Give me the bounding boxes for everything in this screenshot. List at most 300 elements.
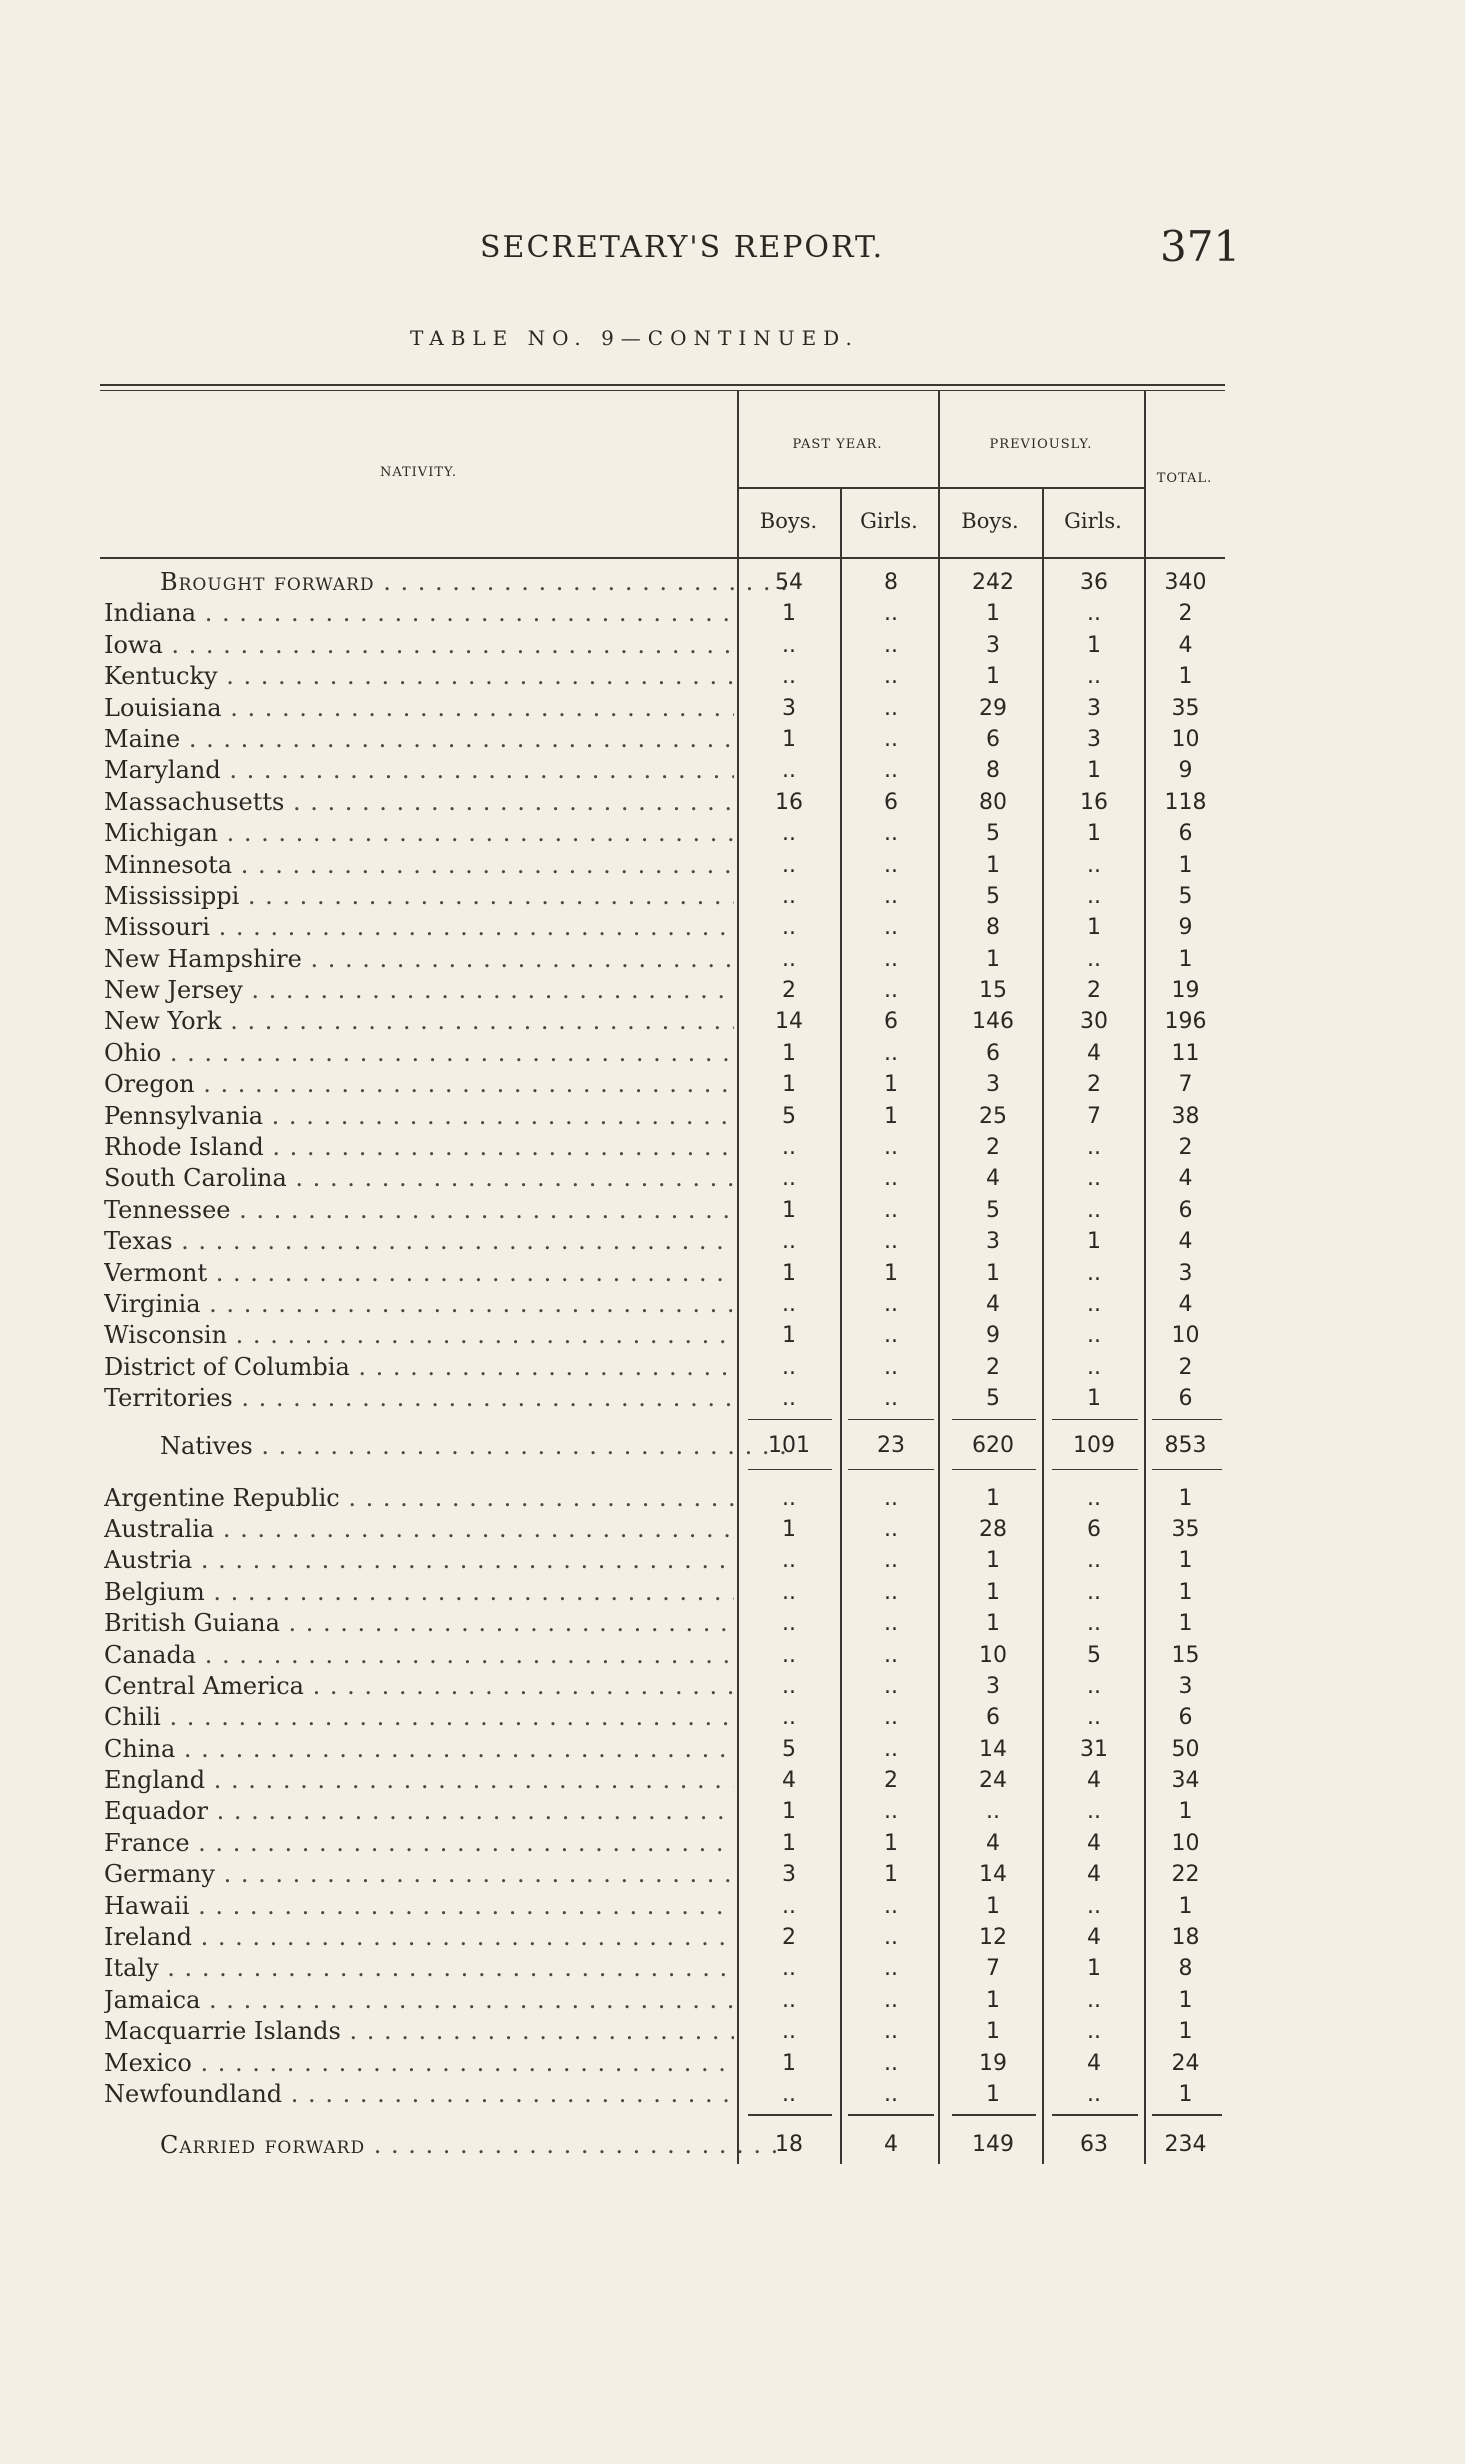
past-girls-cell: .. bbox=[884, 2081, 898, 2107]
natives-sum-rule bbox=[100, 1415, 1225, 1425]
previous-girls-cell: 1 bbox=[1087, 1386, 1101, 1412]
past-boys-cell: 1 bbox=[782, 1260, 796, 1286]
past-girls-cell: .. bbox=[884, 1705, 898, 1731]
foreign-row bbox=[100, 1640, 1225, 1671]
row-label: Natives . . . bbox=[160, 1427, 790, 1465]
row-label: Texas . . . bbox=[104, 1226, 734, 1257]
past-girls-cell: 1 bbox=[884, 1103, 898, 1129]
previous-girls-cell: 16 bbox=[1080, 789, 1108, 815]
total-cell: 6 bbox=[1178, 1705, 1193, 1731]
previous-girls-cell: .. bbox=[1087, 1548, 1101, 1574]
total-cell: 35 bbox=[1171, 1516, 1200, 1542]
previous-boys-cell: 1 bbox=[986, 664, 1000, 690]
previous-boys-cell: 6 bbox=[986, 1040, 1000, 1066]
row-label: Massachusetts . . . bbox=[104, 787, 734, 818]
past-boys-cell: .. bbox=[782, 946, 796, 972]
previous-boys-cell: 1 bbox=[986, 2019, 1000, 2045]
foreign-row bbox=[100, 1702, 1225, 1733]
previous-girls-cell: 109 bbox=[1073, 1432, 1115, 1458]
past-girls-cell: .. bbox=[884, 821, 898, 847]
past-girls-cell: 1 bbox=[884, 1862, 898, 1888]
page-number: 371 bbox=[1160, 222, 1241, 271]
past-boys-cell: 1 bbox=[782, 1040, 796, 1066]
foreign-row bbox=[100, 1796, 1225, 1827]
top-rule bbox=[100, 384, 1225, 386]
past-boys-cell: 2 bbox=[782, 1925, 796, 1951]
previous-girls-cell: .. bbox=[1087, 1135, 1101, 1161]
total-cell: 4 bbox=[1178, 1166, 1193, 1192]
past-boys-cell: .. bbox=[782, 1642, 796, 1668]
row-label: British Guiana . . . bbox=[104, 1608, 734, 1639]
previous-girls-cell: .. bbox=[1087, 1166, 1101, 1192]
past-girls-cell: 4 bbox=[884, 2132, 898, 2158]
past-boys-cell: .. bbox=[782, 1893, 796, 1919]
previous-girls-cell: 3 bbox=[1087, 726, 1101, 752]
row-label: Argentine Republic . . . bbox=[104, 1483, 734, 1514]
total-cell: 1 bbox=[1178, 1987, 1193, 2013]
previous-boys-cell: 242 bbox=[972, 570, 1014, 595]
total-cell: 1 bbox=[1178, 2019, 1193, 2045]
past-boys-cell: .. bbox=[782, 664, 796, 690]
foreign-row bbox=[100, 2016, 1225, 2047]
row-label: New York . . . bbox=[104, 1006, 734, 1037]
previous-boys-cell: 1 bbox=[986, 1485, 1000, 1511]
past-girls-cell: .. bbox=[884, 1354, 898, 1380]
past-girls-cell: 6 bbox=[884, 789, 898, 815]
past-boys-cell: 1 bbox=[782, 1799, 796, 1825]
previous-boys-cell: 1 bbox=[986, 1611, 1000, 1637]
previous-girls-cell: 2 bbox=[1087, 978, 1101, 1004]
state-row bbox=[100, 881, 1225, 912]
past-boys-cell: .. bbox=[782, 852, 796, 878]
natives-close-rule bbox=[100, 1465, 1225, 1475]
previous-girls-cell: 4 bbox=[1087, 2050, 1101, 2076]
foreign-row bbox=[100, 1891, 1225, 1922]
past-girls-cell: .. bbox=[884, 1925, 898, 1951]
past-boys-cell: .. bbox=[782, 758, 796, 784]
foreign-row bbox=[100, 1765, 1225, 1796]
past-boys-cell: 101 bbox=[768, 1432, 810, 1458]
total-cell: 22 bbox=[1171, 1862, 1200, 1888]
header-past-boys: Boys. bbox=[759, 509, 818, 533]
state-row bbox=[100, 693, 1225, 724]
previous-girls-cell: 3 bbox=[1087, 695, 1101, 721]
previous-boys-cell: 1 bbox=[986, 852, 1000, 878]
row-label: France . . . bbox=[104, 1828, 734, 1859]
previous-girls-cell: 1 bbox=[1087, 1956, 1101, 1982]
foreign-row bbox=[100, 1859, 1225, 1890]
previous-girls-cell: .. bbox=[1087, 2081, 1101, 2107]
row-label: Belgium . . . bbox=[104, 1577, 734, 1608]
past-boys-cell: 5 bbox=[782, 1736, 796, 1762]
previous-girls-cell: .. bbox=[1087, 1893, 1101, 1919]
row-label: Germany . . . bbox=[104, 1859, 734, 1890]
previous-girls-cell: 31 bbox=[1080, 1736, 1108, 1762]
total-cell: 10 bbox=[1171, 1830, 1200, 1856]
past-girls-cell: 8 bbox=[884, 570, 898, 595]
previous-girls-cell: 4 bbox=[1087, 1925, 1101, 1951]
state-row bbox=[100, 630, 1225, 661]
total-cell: 1 bbox=[1178, 1485, 1193, 1511]
previous-girls-cell: .. bbox=[1087, 2019, 1101, 2045]
previous-boys-cell: 28 bbox=[979, 1516, 1007, 1542]
state-row bbox=[100, 944, 1225, 975]
previous-girls-cell: .. bbox=[1087, 1323, 1101, 1349]
past-girls-cell: .. bbox=[884, 915, 898, 941]
previous-boys-cell: 24 bbox=[979, 1768, 1007, 1794]
foreign-row bbox=[100, 1922, 1225, 1953]
past-girls-cell: 1 bbox=[884, 1072, 898, 1098]
previous-girls-cell: 1 bbox=[1087, 758, 1101, 784]
state-row bbox=[100, 1195, 1225, 1226]
row-label: Pennsylvania . . . bbox=[104, 1101, 734, 1132]
row-label: Carried forward . . . bbox=[160, 2126, 790, 2164]
row-label: Mississippi . . . bbox=[104, 881, 734, 912]
previous-boys-cell: 1 bbox=[986, 1987, 1000, 2013]
previous-boys-cell: 5 bbox=[986, 821, 1000, 847]
previous-boys-cell: 2 bbox=[986, 1135, 1000, 1161]
foreign-row bbox=[100, 2079, 1225, 2110]
past-girls-cell: .. bbox=[884, 632, 898, 658]
past-boys-cell: .. bbox=[782, 1229, 796, 1255]
table-caption: TABLE NO. 9—CONTINUED. bbox=[410, 326, 859, 350]
state-row bbox=[100, 787, 1225, 818]
row-label: Maryland . . . bbox=[104, 755, 734, 786]
past-boys-cell: .. bbox=[782, 1548, 796, 1574]
previous-boys-cell: .. bbox=[986, 1799, 1000, 1825]
row-label: Tennessee . . . bbox=[104, 1195, 734, 1226]
previous-girls-cell: 2 bbox=[1087, 1072, 1101, 1098]
previous-boys-cell: 146 bbox=[972, 1009, 1014, 1035]
row-label: New Hampshire . . . bbox=[104, 944, 734, 975]
state-row bbox=[100, 1101, 1225, 1132]
total-cell: 1 bbox=[1178, 664, 1193, 690]
total-cell: 9 bbox=[1178, 758, 1193, 784]
previous-boys-cell: 5 bbox=[986, 883, 1000, 909]
past-boys-cell: 1 bbox=[782, 1323, 796, 1349]
past-girls-cell: .. bbox=[884, 664, 898, 690]
past-girls-cell: 6 bbox=[884, 1009, 898, 1035]
state-row bbox=[100, 1258, 1225, 1289]
past-girls-cell: .. bbox=[884, 1323, 898, 1349]
past-girls-cell: 1 bbox=[884, 1830, 898, 1856]
previous-girls-cell: 1 bbox=[1087, 632, 1101, 658]
past-boys-cell: 1 bbox=[782, 1516, 796, 1542]
total-cell: 1 bbox=[1178, 1548, 1193, 1574]
previous-girls-cell: 30 bbox=[1080, 1009, 1108, 1035]
total-cell: 196 bbox=[1164, 1009, 1207, 1035]
row-label: Macquarrie Islands . . . bbox=[104, 2016, 734, 2047]
previous-boys-cell: 80 bbox=[979, 789, 1007, 815]
state-row bbox=[100, 1226, 1225, 1257]
total-cell: 4 bbox=[1178, 1291, 1193, 1317]
past-boys-cell: 16 bbox=[775, 789, 803, 815]
previous-girls-cell: 1 bbox=[1087, 915, 1101, 941]
previous-boys-cell: 1 bbox=[986, 1579, 1000, 1605]
past-boys-cell: .. bbox=[782, 1956, 796, 1982]
past-girls-cell: .. bbox=[884, 1291, 898, 1317]
previous-girls-cell: 4 bbox=[1087, 1830, 1101, 1856]
header-prev-boys: Boys. bbox=[961, 509, 1019, 533]
total-cell: 10 bbox=[1171, 726, 1200, 752]
past-boys-cell: 14 bbox=[775, 1009, 803, 1035]
previous-girls-cell: 4 bbox=[1087, 1862, 1101, 1888]
foreign-row bbox=[100, 1608, 1225, 1639]
header-prev-girls: Girls. bbox=[1064, 509, 1122, 533]
past-girls-cell: .. bbox=[884, 1736, 898, 1762]
previous-boys-cell: 2 bbox=[986, 1354, 1000, 1380]
previous-girls-cell: .. bbox=[1087, 883, 1101, 909]
state-row bbox=[100, 1006, 1225, 1037]
row-spacer bbox=[100, 559, 1225, 567]
past-girls-cell: 2 bbox=[884, 1768, 898, 1794]
past-boys-cell: .. bbox=[782, 1579, 796, 1605]
past-boys-cell: .. bbox=[782, 1705, 796, 1731]
previous-boys-cell: 4 bbox=[986, 1291, 1000, 1317]
state-row bbox=[100, 1352, 1225, 1383]
total-cell: 340 bbox=[1164, 570, 1207, 595]
total-cell: 50 bbox=[1171, 1736, 1200, 1762]
total-cell: 1 bbox=[1178, 946, 1193, 972]
past-girls-cell: .. bbox=[884, 1893, 898, 1919]
total-cell: 8 bbox=[1178, 1956, 1193, 1982]
foreign-row bbox=[100, 1514, 1225, 1545]
total-cell: 1 bbox=[1178, 852, 1193, 878]
row-label: Central America . . . bbox=[104, 1671, 734, 1702]
total-cell: 2 bbox=[1178, 601, 1193, 627]
total-cell: 1 bbox=[1178, 2081, 1193, 2107]
state-row bbox=[100, 818, 1225, 849]
total-cell: 35 bbox=[1171, 695, 1200, 721]
past-girls-cell: .. bbox=[884, 1386, 898, 1412]
previous-girls-cell: .. bbox=[1087, 1579, 1101, 1605]
row-label: Rhode Island . . . bbox=[104, 1132, 734, 1163]
previous-girls-cell: .. bbox=[1087, 601, 1101, 627]
state-row bbox=[100, 598, 1225, 629]
past-boys-cell: 1 bbox=[782, 2050, 796, 2076]
previous-girls-cell: 36 bbox=[1080, 570, 1108, 595]
total-cell: 6 bbox=[1178, 1197, 1193, 1223]
state-row bbox=[100, 1038, 1225, 1069]
previous-boys-cell: 8 bbox=[986, 758, 1000, 784]
past-boys-cell: 4 bbox=[782, 1768, 796, 1794]
past-girls-cell: 23 bbox=[877, 1432, 905, 1458]
header-past-girls: Girls. bbox=[860, 509, 918, 533]
column-divider bbox=[840, 559, 842, 2164]
previous-girls-cell: 5 bbox=[1087, 1642, 1101, 1668]
row-label: Maine . . . bbox=[104, 724, 734, 755]
row-label: Wisconsin . . . bbox=[104, 1320, 734, 1351]
row-label: Oregon . . . bbox=[104, 1069, 734, 1100]
previous-girls-cell: 1 bbox=[1087, 1229, 1101, 1255]
previous-boys-cell: 25 bbox=[979, 1103, 1007, 1129]
row-label: Minnesota . . . bbox=[104, 850, 734, 881]
state-row bbox=[100, 724, 1225, 755]
row-label: Louisiana . . . bbox=[104, 693, 734, 724]
past-girls-cell: .. bbox=[884, 726, 898, 752]
past-girls-cell: .. bbox=[884, 2019, 898, 2045]
previous-boys-cell: 12 bbox=[979, 1925, 1007, 1951]
state-row bbox=[100, 850, 1225, 881]
past-boys-cell: .. bbox=[782, 632, 796, 658]
past-boys-cell: 1 bbox=[782, 601, 796, 627]
past-boys-cell: 5 bbox=[782, 1103, 796, 1129]
previous-boys-cell: 5 bbox=[986, 1197, 1000, 1223]
row-label: Newfoundland . . . bbox=[104, 2079, 734, 2110]
past-boys-cell: .. bbox=[782, 1135, 796, 1161]
state-row bbox=[100, 1163, 1225, 1194]
previous-girls-cell: .. bbox=[1087, 1291, 1101, 1317]
past-girls-cell: .. bbox=[884, 1485, 898, 1511]
row-label: South Carolina . . . bbox=[104, 1163, 734, 1194]
row-label: Ireland . . . bbox=[104, 1922, 734, 1953]
total-cell: 2 bbox=[1178, 1354, 1193, 1380]
previous-girls-cell: .. bbox=[1087, 1354, 1101, 1380]
row-label: Chili . . . bbox=[104, 1702, 734, 1733]
previous-girls-cell: 1 bbox=[1087, 821, 1101, 847]
past-boys-cell: .. bbox=[782, 1166, 796, 1192]
previous-boys-cell: 3 bbox=[986, 1229, 1000, 1255]
row-label: Indiana . . . bbox=[104, 598, 734, 629]
row-label: Ohio . . . bbox=[104, 1038, 734, 1069]
nativity-table bbox=[100, 384, 1225, 2164]
past-boys-cell: 3 bbox=[782, 695, 796, 721]
previous-boys-cell: 4 bbox=[986, 1830, 1000, 1856]
previous-boys-cell: 1 bbox=[986, 1893, 1000, 1919]
past-girls-cell: .. bbox=[884, 1956, 898, 1982]
header-total: TOTAL. bbox=[1156, 471, 1213, 486]
past-girls-cell: .. bbox=[884, 1548, 898, 1574]
previous-girls-cell: .. bbox=[1087, 664, 1101, 690]
past-girls-cell: .. bbox=[884, 601, 898, 627]
state-row bbox=[100, 912, 1225, 943]
header-nativity: NATIVITY. bbox=[379, 465, 458, 480]
row-label: Virginia . . . bbox=[104, 1289, 734, 1320]
total-cell: 3 bbox=[1178, 1260, 1193, 1286]
total-cell: 1 bbox=[1178, 1893, 1193, 1919]
past-girls-cell: .. bbox=[884, 1799, 898, 1825]
previous-girls-cell: 6 bbox=[1087, 1516, 1101, 1542]
previous-boys-cell: 1 bbox=[986, 2081, 1000, 2107]
past-girls-cell: .. bbox=[884, 1135, 898, 1161]
carried-sum-rule bbox=[100, 2110, 1225, 2120]
previous-girls-cell: 4 bbox=[1087, 1768, 1101, 1794]
table-header bbox=[100, 391, 1225, 559]
past-girls-cell: .. bbox=[884, 1673, 898, 1699]
past-boys-cell: .. bbox=[782, 883, 796, 909]
past-boys-cell: .. bbox=[782, 2081, 796, 2107]
carried-forward-row bbox=[100, 2126, 1225, 2164]
row-label: Mexico . . . bbox=[104, 2048, 734, 2079]
past-girls-cell: .. bbox=[884, 946, 898, 972]
previous-boys-cell: 14 bbox=[979, 1862, 1007, 1888]
past-boys-cell: .. bbox=[782, 1611, 796, 1637]
row-label: England . . . bbox=[104, 1765, 734, 1796]
past-girls-cell: .. bbox=[884, 883, 898, 909]
previous-girls-cell: .. bbox=[1087, 1705, 1101, 1731]
row-label: Hawaii . . . bbox=[104, 1891, 734, 1922]
state-row bbox=[100, 975, 1225, 1006]
previous-girls-cell: .. bbox=[1087, 1987, 1101, 2013]
row-label: Kentucky . . . bbox=[104, 661, 734, 692]
state-row bbox=[100, 1069, 1225, 1100]
past-boys-cell: .. bbox=[782, 1354, 796, 1380]
past-girls-cell: .. bbox=[884, 1166, 898, 1192]
previous-boys-cell: 149 bbox=[972, 2132, 1014, 2158]
previous-girls-cell: .. bbox=[1087, 1799, 1101, 1825]
foreign-row bbox=[100, 1734, 1225, 1765]
state-row bbox=[100, 1320, 1225, 1351]
past-boys-cell: 1 bbox=[782, 1830, 796, 1856]
state-row bbox=[100, 1132, 1225, 1163]
row-spacer bbox=[100, 1475, 1225, 1483]
previous-girls-cell: 63 bbox=[1080, 2132, 1108, 2158]
foreign-row bbox=[100, 1828, 1225, 1859]
header-previously: PREVIOUSLY. bbox=[989, 437, 1093, 452]
previous-boys-cell: 1 bbox=[986, 1260, 1000, 1286]
total-cell: 15 bbox=[1171, 1642, 1200, 1668]
previous-boys-cell: 1 bbox=[986, 1548, 1000, 1574]
state-row bbox=[100, 755, 1225, 786]
foreign-row bbox=[100, 1577, 1225, 1608]
row-label: China . . . bbox=[104, 1734, 734, 1765]
row-label: Michigan . . . bbox=[104, 818, 734, 849]
past-boys-cell: 2 bbox=[782, 978, 796, 1004]
past-girls-cell: .. bbox=[884, 1040, 898, 1066]
previous-boys-cell: 14 bbox=[979, 1736, 1007, 1762]
total-cell: 18 bbox=[1171, 1925, 1200, 1951]
header-past-year: PAST YEAR. bbox=[792, 437, 883, 452]
foreign-row bbox=[100, 1985, 1225, 2016]
previous-girls-cell: 7 bbox=[1087, 1103, 1101, 1129]
past-boys-cell: .. bbox=[782, 1485, 796, 1511]
total-cell: 38 bbox=[1171, 1103, 1200, 1129]
brought-forward-row bbox=[100, 567, 1225, 598]
total-cell: 4 bbox=[1178, 632, 1193, 658]
previous-boys-cell: 1 bbox=[986, 946, 1000, 972]
previous-boys-cell: 7 bbox=[986, 1956, 1000, 1982]
past-girls-cell: .. bbox=[884, 1611, 898, 1637]
past-girls-cell: .. bbox=[884, 2050, 898, 2076]
past-boys-cell: 3 bbox=[782, 1862, 796, 1888]
previous-boys-cell: 620 bbox=[972, 1432, 1014, 1458]
previous-girls-cell: .. bbox=[1087, 1611, 1101, 1637]
past-girls-cell: .. bbox=[884, 1197, 898, 1223]
foreign-row bbox=[100, 1483, 1225, 1514]
row-label: New Jersey . . . bbox=[104, 975, 734, 1006]
previous-boys-cell: 15 bbox=[979, 978, 1007, 1004]
previous-boys-cell: 3 bbox=[986, 1072, 1000, 1098]
total-cell: 19 bbox=[1171, 978, 1200, 1004]
previous-girls-cell: .. bbox=[1087, 1197, 1101, 1223]
past-boys-cell: 18 bbox=[775, 2132, 803, 2158]
total-cell: 234 bbox=[1164, 2132, 1207, 2158]
row-label: Vermont . . . bbox=[104, 1258, 734, 1289]
past-boys-cell: .. bbox=[782, 1673, 796, 1699]
row-label: Italy . . . bbox=[104, 1953, 734, 1984]
past-girls-cell: 1 bbox=[884, 1260, 898, 1286]
previous-boys-cell: 8 bbox=[986, 915, 1000, 941]
total-cell: 4 bbox=[1178, 1229, 1193, 1255]
total-cell: 1 bbox=[1178, 1579, 1193, 1605]
previous-girls-cell: .. bbox=[1087, 1673, 1101, 1699]
past-girls-cell: .. bbox=[884, 1642, 898, 1668]
state-row bbox=[100, 661, 1225, 692]
past-girls-cell: .. bbox=[884, 758, 898, 784]
past-boys-cell: .. bbox=[782, 821, 796, 847]
past-girls-cell: .. bbox=[884, 695, 898, 721]
previous-girls-cell: .. bbox=[1087, 946, 1101, 972]
